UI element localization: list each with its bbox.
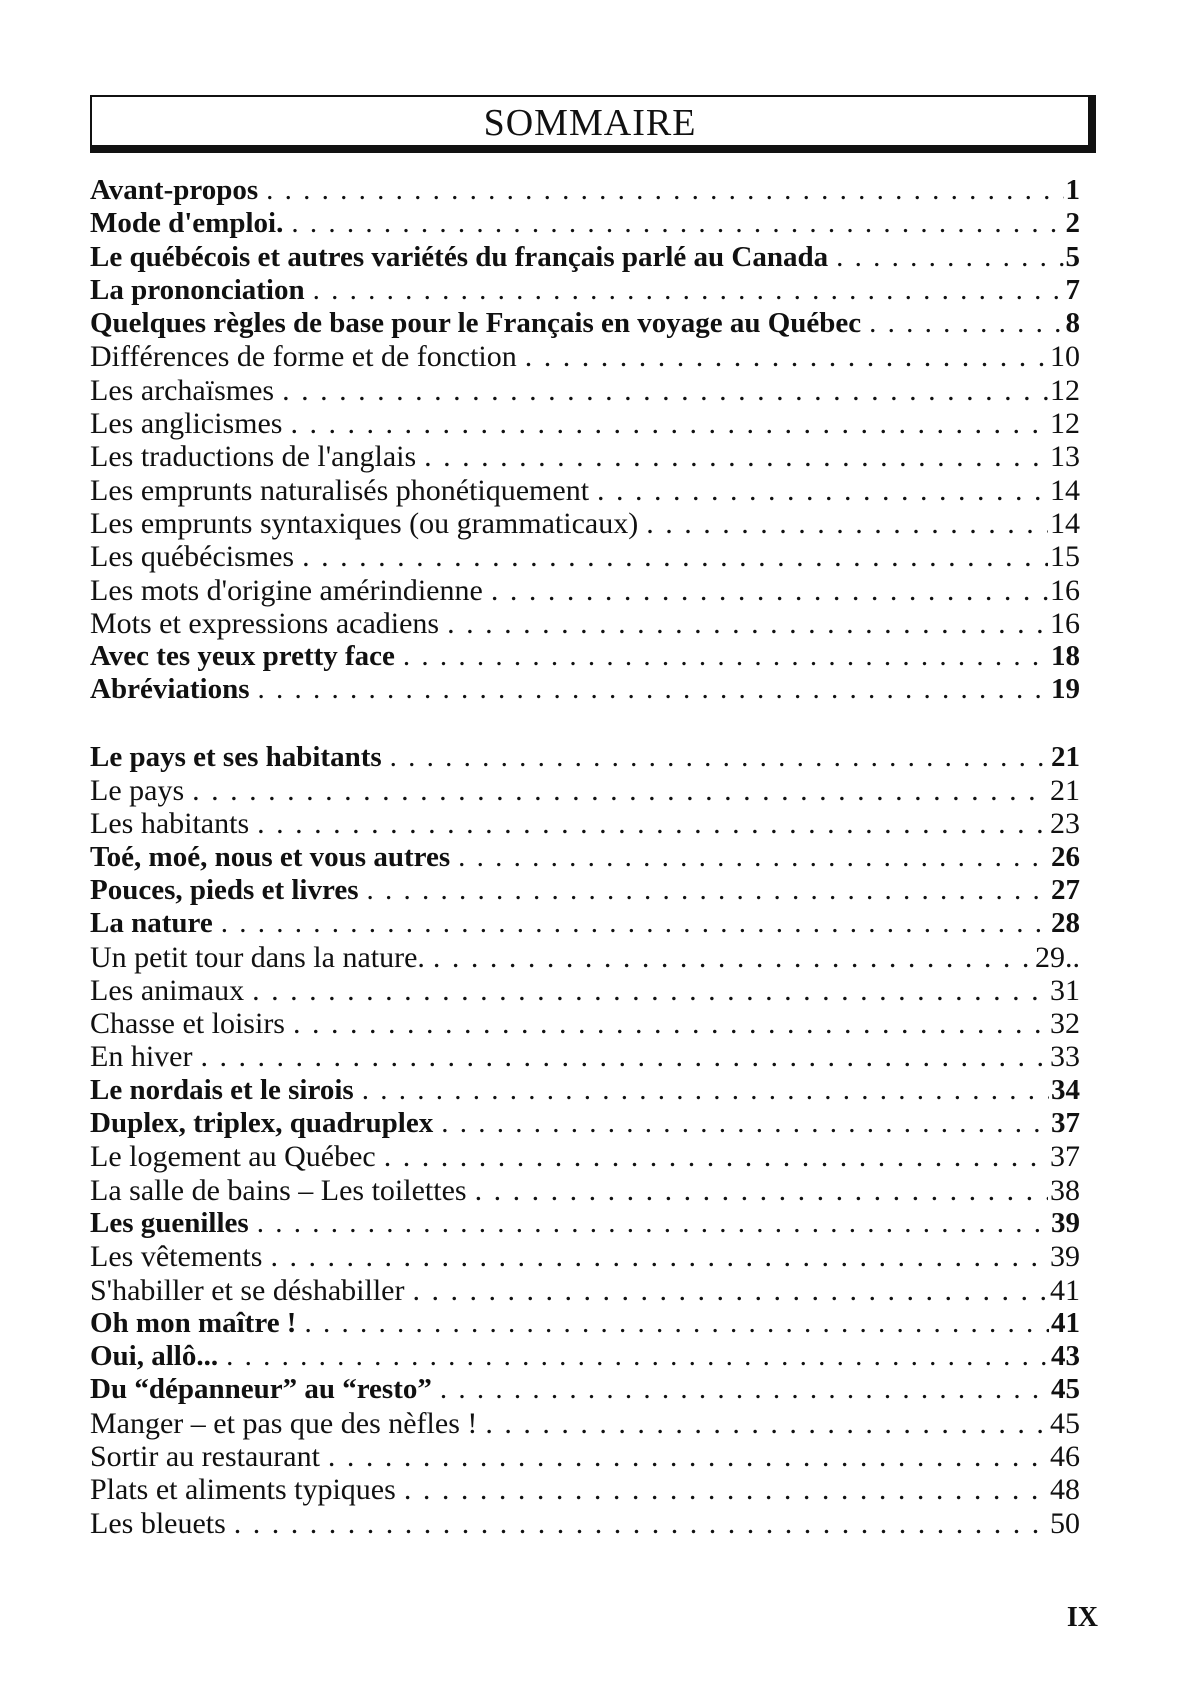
dot-leader <box>270 1240 1048 1273</box>
toc-entry-label: Toé, moé, nous et vous autres <box>90 840 451 873</box>
toc-entry-label: Duplex, triplex, quadruplex <box>90 1107 434 1140</box>
toc-entry-label: Du “dépanneur” au “resto” <box>90 1373 432 1406</box>
toc-entry <box>90 174 1080 207</box>
toc-entry <box>90 374 1080 407</box>
toc-entry-label: Le pays <box>90 774 185 808</box>
toc-entry-page: 18 <box>1051 640 1080 673</box>
dot-leader <box>597 474 1048 507</box>
toc-entry <box>90 1307 1080 1340</box>
toc-entry-page: 12 <box>1050 407 1080 441</box>
toc-entry-label: Quelques règles de base pour le Français en voyage au Québec <box>90 307 862 340</box>
toc-entry-label: Les guenilles <box>90 1206 249 1239</box>
toc-entry-label: Le logement au Québec <box>90 1140 376 1174</box>
toc-entry-page: 29.. <box>1035 940 1080 974</box>
dot-leader <box>304 1307 1049 1340</box>
dot-leader <box>200 1040 1048 1073</box>
toc-entry-label: Oh mon maître ! <box>90 1306 297 1339</box>
toc-entry-page: 34 <box>1051 1073 1080 1106</box>
toc-entry <box>90 1207 1080 1240</box>
toc-entry-page: 10 <box>1050 340 1080 374</box>
toc-entry-page: 37 <box>1051 1107 1080 1140</box>
toc-entry <box>90 774 1080 807</box>
toc-entry <box>90 574 1080 607</box>
toc-entry-page: 16 <box>1050 606 1080 640</box>
dot-leader <box>257 807 1048 840</box>
toc-entry-page: 14 <box>1050 506 1080 540</box>
toc-entry <box>90 1107 1080 1140</box>
toc-entry-label: S'habiller et se déshabiller <box>90 1273 405 1307</box>
toc-entry <box>90 1440 1080 1473</box>
toc-entry-label: Les anglicismes <box>90 407 283 441</box>
toc-entry-page: 41 <box>1050 1273 1080 1307</box>
toc-entry-label: Avant-propos <box>90 174 259 206</box>
dot-leader <box>258 673 1050 706</box>
toc-entry-label: Les archaïsmes <box>90 373 275 407</box>
toc-entry-page: 8 <box>1065 307 1080 340</box>
toc-entry-page: 7 <box>1065 273 1080 306</box>
toc-entry <box>90 1340 1080 1373</box>
toc-entry <box>90 1074 1080 1107</box>
toc-entry-label: La salle de bains – Les toilettes <box>90 1173 467 1207</box>
toc-entry-page: 45 <box>1051 1373 1080 1406</box>
dot-leader <box>869 307 1063 340</box>
toc-entry <box>90 741 1080 774</box>
toc-entry <box>90 340 1080 373</box>
toc-entry-page: 41 <box>1051 1306 1080 1339</box>
dot-leader <box>440 1373 1049 1406</box>
toc-entry <box>90 1040 1080 1073</box>
toc-entry-page: 5 <box>1065 240 1080 273</box>
toc-entry <box>90 874 1080 907</box>
title-box <box>90 95 1096 153</box>
dot-leader <box>328 1440 1048 1473</box>
dot-leader <box>221 907 1049 940</box>
toc-entry <box>90 673 1080 706</box>
toc-entry <box>90 1507 1080 1540</box>
toc-entry-page: 15 <box>1050 540 1080 574</box>
toc-entry-label: Le québécois et autres variétés du français parlé au Canada <box>90 240 829 273</box>
dot-leader <box>252 974 1048 1007</box>
toc-entry-page: 2 <box>1065 207 1080 240</box>
toc-entry <box>90 207 1080 240</box>
toc-entry-page: 16 <box>1050 573 1080 607</box>
toc-entry-label: Les animaux <box>90 973 245 1007</box>
toc-entry-label: Sortir au restaurant <box>90 1439 320 1473</box>
toc-entry-label: Les mots d'origine amérindienne <box>90 573 483 607</box>
dot-leader <box>447 607 1048 640</box>
toc-entry <box>90 474 1080 507</box>
toc-entry-label: La nature <box>90 907 213 940</box>
toc-entry <box>90 1174 1080 1207</box>
toc-entry <box>90 1007 1080 1040</box>
toc-entry-label: Différences de forme et de fonction <box>90 340 517 374</box>
page-title: SOMMAIRE <box>483 102 697 144</box>
dot-leader <box>475 1174 1048 1207</box>
toc-entry <box>90 241 1080 274</box>
dot-leader <box>266 174 1063 207</box>
dot-leader <box>192 774 1048 807</box>
dot-leader <box>458 841 1049 874</box>
dot-leader <box>313 274 1064 307</box>
toc-entry-label: Les traductions de l'anglais <box>90 440 417 474</box>
toc-entry-label: Le nordais et le sirois <box>90 1073 354 1106</box>
dot-leader <box>491 574 1048 607</box>
dot-leader <box>646 507 1048 540</box>
toc-entry-page: 39 <box>1050 1240 1080 1274</box>
page-number: IX <box>1066 1602 1098 1633</box>
toc-entry-label: Manger – et pas que des nèfles ! <box>90 1406 478 1440</box>
dot-leader <box>412 1274 1048 1307</box>
dot-leader <box>362 1074 1049 1107</box>
toc-entry-page: 31 <box>1050 973 1080 1007</box>
dot-leader <box>433 941 1033 974</box>
dot-leader <box>302 540 1048 573</box>
dot-leader <box>390 741 1049 774</box>
toc-entry-page: 21 <box>1050 774 1080 808</box>
toc-entry-page: 27 <box>1051 873 1080 906</box>
dot-leader <box>226 1340 1049 1373</box>
dot-leader <box>525 340 1048 373</box>
toc-entry <box>90 274 1080 307</box>
toc-entry <box>90 440 1080 473</box>
toc-entry-label: Pouces, pieds et livres <box>90 873 359 906</box>
toc-entry-label: Le pays et ses habitants <box>90 740 382 773</box>
toc-entry-page: 12 <box>1050 373 1080 407</box>
toc-entry <box>90 907 1080 940</box>
toc-entry-label: Les habitants <box>90 807 250 841</box>
dot-leader <box>367 874 1050 907</box>
dot-leader <box>384 1140 1048 1173</box>
dot-leader <box>290 407 1048 440</box>
toc-entry-page: 50 <box>1050 1506 1080 1540</box>
dot-leader <box>293 1007 1048 1040</box>
toc-entry-page: 37 <box>1050 1140 1080 1174</box>
dot-leader <box>441 1107 1049 1140</box>
toc-entry-label: Les bleuets <box>90 1506 226 1540</box>
toc-entry-label: En hiver <box>90 1040 193 1074</box>
toc-entry <box>90 1274 1080 1307</box>
toc-entry-label: La prononciation <box>90 273 305 306</box>
toc-entry-page: 21 <box>1051 740 1080 773</box>
toc-entry-label: Abréviations <box>90 673 250 706</box>
toc-entry <box>90 307 1080 340</box>
toc-entry-page: 38 <box>1050 1173 1080 1207</box>
toc-entry-page: 1 <box>1065 174 1080 206</box>
toc-entry-page: 33 <box>1050 1040 1080 1074</box>
toc-entry-label: Chasse et loisirs <box>90 1007 285 1041</box>
toc-entry-page: 14 <box>1050 473 1080 507</box>
dot-leader <box>282 374 1048 407</box>
toc-entry-label: Les emprunts naturalisés phonétiquement <box>90 473 590 507</box>
toc-entry-page: 39 <box>1051 1206 1080 1239</box>
toc-entry <box>90 841 1080 874</box>
toc-entry <box>90 640 1080 673</box>
toc-entry-label: Mode d'emploi. <box>90 207 284 240</box>
toc-entry <box>90 1373 1080 1406</box>
toc-entry-page: 32 <box>1050 1007 1080 1041</box>
toc-entry <box>90 607 1080 640</box>
toc-entry-page: 43 <box>1051 1340 1080 1373</box>
toc-entry <box>90 1473 1080 1506</box>
toc-entry-label: Les emprunts syntaxiques (ou grammaticaux) <box>90 506 639 540</box>
dot-leader <box>404 1473 1048 1506</box>
toc-entry-page: 48 <box>1050 1473 1080 1507</box>
dot-leader <box>403 640 1049 673</box>
dot-leader <box>424 440 1048 473</box>
toc-entry-label: Mots et expressions acadiens <box>90 606 440 640</box>
toc-entry <box>90 1140 1080 1173</box>
dot-leader <box>257 1207 1049 1240</box>
toc-entry <box>90 1407 1080 1440</box>
toc-entry-label: Un petit tour dans la nature. <box>90 940 425 974</box>
toc-entry-page: 13 <box>1050 440 1080 474</box>
toc-entry-label: Les québécismes <box>90 540 295 574</box>
toc-entry-page: 19 <box>1051 673 1080 706</box>
toc-entry-label: Oui, allô... <box>90 1340 219 1373</box>
toc-entry <box>90 507 1080 540</box>
toc-entry <box>90 407 1080 440</box>
toc-entry <box>90 807 1080 840</box>
dot-leader <box>291 207 1063 240</box>
toc-entry-page: 46 <box>1050 1439 1080 1473</box>
toc-entry <box>90 1240 1080 1273</box>
toc-entry-page: 26 <box>1051 840 1080 873</box>
toc-entry <box>90 540 1080 573</box>
toc-entry-page: 23 <box>1050 807 1080 841</box>
dot-leader <box>234 1507 1048 1540</box>
toc-entry-label: Avec tes yeux pretty face <box>90 640 395 673</box>
toc-entry <box>90 974 1080 1007</box>
toc-entry <box>90 941 1080 974</box>
dot-leader <box>836 241 1063 274</box>
toc-entry-page: 45 <box>1050 1406 1080 1440</box>
toc-entry-label: Les vêtements <box>90 1240 263 1274</box>
toc-entry-label: Plats et aliments typiques <box>90 1473 396 1507</box>
toc-entry-page: 28 <box>1051 907 1080 940</box>
table-of-contents <box>90 174 1080 1540</box>
dot-leader <box>485 1407 1048 1440</box>
